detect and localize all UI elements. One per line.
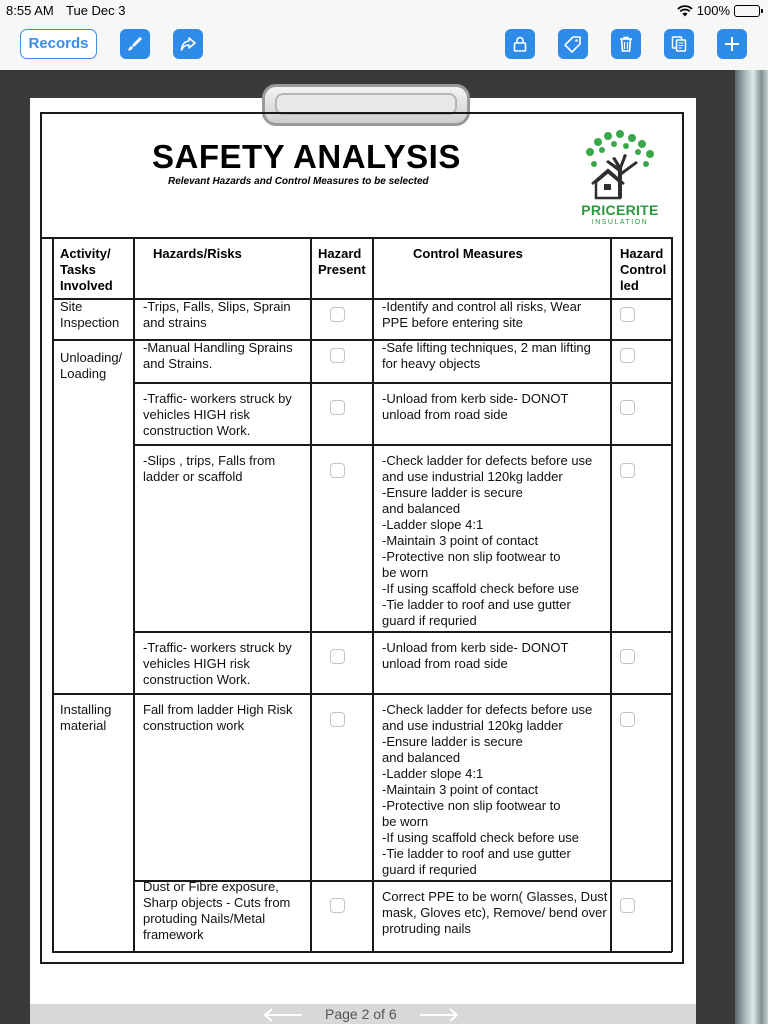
document-subtitle: Relevant Hazards and Control Measures to be selected <box>168 176 429 187</box>
document-title: SAFETY ANALYSIS <box>152 138 461 175</box>
brush-button[interactable] <box>120 29 150 59</box>
hazard-controlled-checkbox[interactable] <box>620 712 635 727</box>
table-left-border <box>52 237 54 952</box>
add-button[interactable] <box>717 29 747 59</box>
hazard-controlled-checkbox[interactable] <box>620 463 635 478</box>
control-cell: -Check ladder for defects before use and use industrial 120kg ladder -Ensure ladder is secure and balanced -Ladder slope 4:1 -Maintain 3 point of contact -Protective non slip footwear to be worn -If using scaffold check before use -Tie ladder to roof and use gutter guard if requried <box>382 453 593 628</box>
hazard-controlled-checkbox[interactable] <box>620 649 635 664</box>
tree-house-icon <box>568 128 672 202</box>
hazard-cell: -Traffic- workers struck by vehicles HIGH risk construction Work. <box>143 640 292 687</box>
copy-button[interactable] <box>664 29 694 59</box>
row-line <box>133 444 672 446</box>
control-cell: -Check ladder for defects before use and use industrial 120kg ladder -Ensure ladder is secure and balanced -Ladder slope 4:1 -Maintain 3 point of contact -Protective non slip footwear to be worn -If using scaffold check before use -Tie ladder to roof and use gutter guard if requried <box>382 702 593 877</box>
toolbar <box>0 20 768 70</box>
hazard-present-checkbox[interactable] <box>330 463 345 478</box>
next-page-icon[interactable] <box>418 1008 460 1022</box>
header-control-measures: Control Measures <box>413 246 523 261</box>
hazard-cell: Fall from ladder High Risk construction work <box>143 702 293 733</box>
row-line <box>52 693 672 695</box>
page-indicator: Page 2 of 6 <box>325 1006 397 1022</box>
logo-tagline: INSULATION <box>591 219 649 226</box>
tag-button[interactable] <box>558 29 588 59</box>
hazard-controlled-checkbox[interactable] <box>620 400 635 415</box>
header-hazard-present: Hazard Present <box>318 246 366 277</box>
brush-icon <box>125 34 145 54</box>
hazard-cell: Dust or Fibre exposure, Sharp objects - Cuts from protuding Nails/Metal framework <box>143 879 291 942</box>
hazard-controlled-checkbox[interactable] <box>620 307 635 322</box>
status-time: 8:55 AM <box>6 3 54 18</box>
col-divider-2 <box>310 237 312 952</box>
hazard-present-checkbox[interactable] <box>330 307 345 322</box>
battery-percent: 100% <box>696 3 730 18</box>
plus-icon <box>722 34 742 54</box>
hazard-controlled-checkbox[interactable] <box>620 348 635 363</box>
lock-button[interactable] <box>505 29 535 59</box>
previous-page-icon[interactable] <box>262 1008 304 1022</box>
hazard-present-checkbox[interactable] <box>330 400 345 415</box>
header-hazard-controlled: Hazard Control led <box>620 246 667 293</box>
hazard-cell: -Slips , trips, Falls from ladder or scaffold <box>143 453 276 484</box>
row-line <box>52 951 672 953</box>
activity-cell: Unloading/ Loading <box>60 350 123 381</box>
control-cell: -Identify and control all risks, Wear PPE before entering site <box>382 299 582 330</box>
copy-icon <box>669 34 689 54</box>
col-divider-3 <box>372 237 374 952</box>
col-divider-1 <box>133 237 135 952</box>
row-line <box>133 382 672 384</box>
control-cell: -Unload from kerb side- DONOT unload from road side <box>382 391 569 422</box>
control-cell: -Safe lifting techniques, 2 man lifting for heavy objects <box>382 340 591 371</box>
control-cell: -Unload from kerb side- DONOT unload from road side <box>382 640 569 671</box>
tag-icon <box>563 34 583 54</box>
control-cell: Correct PPE to be worn( Glasses, Dust mask, Gloves etc), Remove/ bend over protruding nails <box>382 889 608 936</box>
lock-icon <box>510 34 530 54</box>
row-line <box>133 631 672 633</box>
share-button[interactable] <box>173 29 203 59</box>
records-button[interactable]: Records <box>20 29 97 59</box>
background-photo-edge <box>735 70 768 1024</box>
hazard-cell: -Traffic- workers struck by vehicles HIGH risk construction Work. <box>143 391 292 438</box>
header-hazards: Hazards/Risks <box>153 246 242 261</box>
col-divider-4 <box>610 237 612 952</box>
hazard-present-checkbox[interactable] <box>330 712 345 727</box>
hazard-cell: -Trips, Falls, Slips, Sprain and strains <box>143 299 291 330</box>
trash-icon <box>616 34 636 54</box>
wifi-icon <box>677 5 693 17</box>
hazard-present-checkbox[interactable] <box>330 348 345 363</box>
page-navigation <box>0 1004 730 1024</box>
battery-icon <box>734 5 760 17</box>
table-right-border <box>671 237 673 952</box>
status-date: Tue Dec 3 <box>66 3 126 18</box>
trash-button[interactable] <box>611 29 641 59</box>
share-icon <box>178 34 198 54</box>
activity-cell: Installing material <box>60 702 112 733</box>
status-bar <box>0 0 768 20</box>
hazard-present-checkbox[interactable] <box>330 649 345 664</box>
logo-name: PRICERITE <box>581 202 659 218</box>
table-top-border <box>40 237 672 239</box>
activity-cell: Site Inspection <box>60 299 120 330</box>
hazard-controlled-checkbox[interactable] <box>620 898 635 913</box>
hazard-cell: -Manual Handling Sprains and Strains. <box>143 340 293 371</box>
header-activity: Activity/ Tasks Involved <box>60 246 113 293</box>
hazard-present-checkbox[interactable] <box>330 898 345 913</box>
company-logo <box>568 128 672 230</box>
status-right <box>677 3 760 18</box>
